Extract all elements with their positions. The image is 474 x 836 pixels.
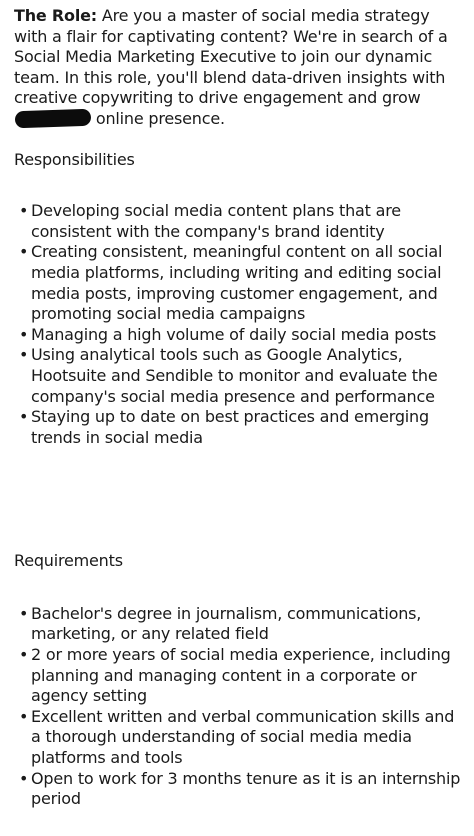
- bullet-icon: •: [19, 407, 29, 427]
- list-item-text: Managing a high volume of daily social media posts: [31, 324, 437, 344]
- bullet-icon: •: [19, 242, 29, 262]
- list-item: [14, 604, 464, 645]
- list-item-text: Using analytical tools such as Google Analytics, Hootsuite and Sendible to monitor and evaluate the company's social media presence and performance: [31, 345, 438, 406]
- role-intro-text-end: online presence.: [91, 108, 225, 128]
- responsibilities-heading: Responsibilities: [14, 149, 135, 169]
- bullet-icon: •: [19, 603, 29, 623]
- list-item: [14, 325, 464, 346]
- list-item: [14, 769, 464, 810]
- bullet-icon: •: [19, 645, 29, 665]
- bullet-icon: •: [19, 706, 29, 726]
- requirements-list: [14, 604, 464, 810]
- list-item-text: Staying up to date on best practices and emerging trends in social media: [31, 407, 429, 447]
- list-item: [14, 345, 464, 407]
- bullet-icon: •: [19, 345, 29, 365]
- list-item-text: Open to work for 3 months tenure as it is an internship period: [31, 768, 461, 809]
- section-spacer: [14, 448, 464, 551]
- bullet-icon: •: [19, 201, 29, 221]
- list-item: [14, 645, 464, 707]
- list-item-text: Bachelor's degree in journalism, communications, marketing, or any related field: [31, 603, 422, 644]
- list-item: [14, 407, 464, 448]
- list-item-text: Excellent written and verbal communication skills and a thorough understanding of social media media platforms and tools: [31, 706, 455, 768]
- responsibilities-list: [14, 201, 464, 448]
- list-item-text: 2 or more years of social media experience, including planning and managing content in a corporate or agency setting: [31, 645, 451, 706]
- list-item: [14, 242, 464, 324]
- list-item-text: Creating consistent, meaningful content on all social media platforms, including writing and editing social media posts, improving customer engagement, and promoting social media campaigns: [31, 242, 443, 324]
- list-item: [14, 707, 464, 769]
- role-lead-label: The Role:: [14, 6, 97, 25]
- redaction-mark: [15, 109, 92, 129]
- list-item: [14, 201, 464, 242]
- list-item-text: Developing social media content plans that are consistent with the company's brand identity: [31, 201, 401, 241]
- role-intro-text: Are you a master of social media strategy with a flair for captivating content? We're in search of a Social Media Marketing Executive to join our dynamic team. In this role, you'll blend data-driven insights with creative copywriting to drive engagement and grow: [14, 6, 448, 108]
- requirements-heading: Requirements: [14, 551, 123, 571]
- bullet-icon: •: [19, 768, 29, 788]
- role-intro-paragraph: [14, 6, 464, 130]
- bullet-icon: •: [19, 324, 29, 344]
